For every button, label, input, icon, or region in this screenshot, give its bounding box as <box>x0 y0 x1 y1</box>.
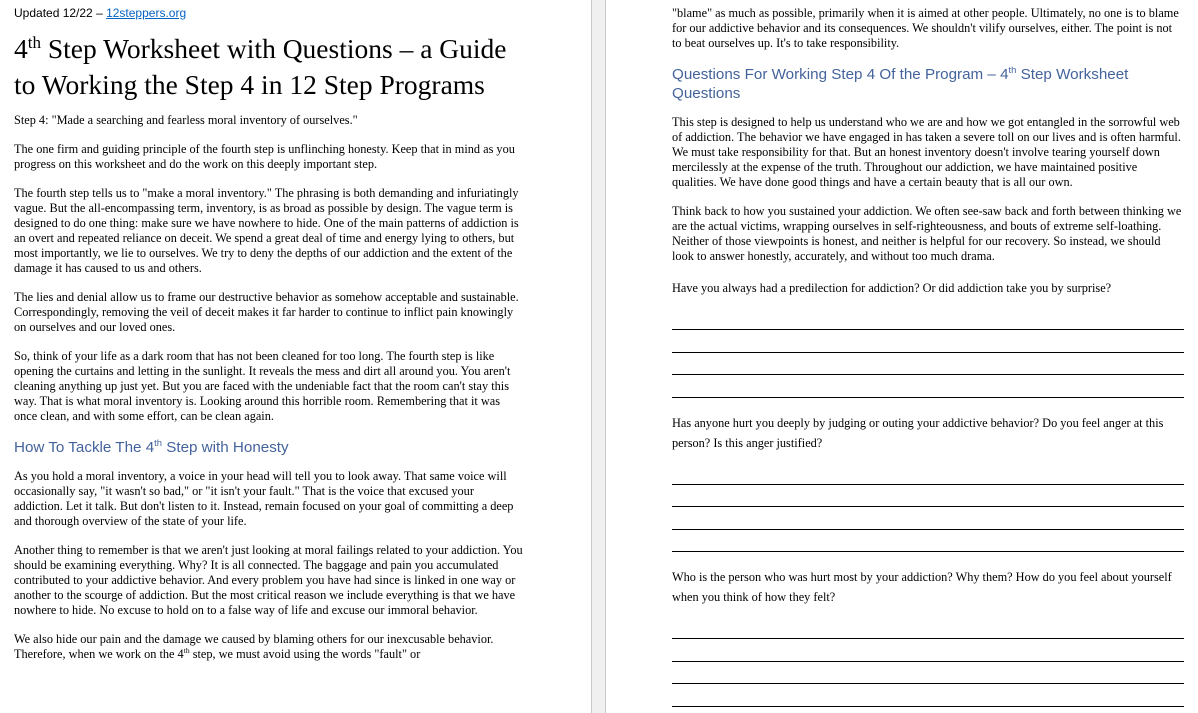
heading-pre: How To Tackle The 4 <box>14 439 155 456</box>
paragraph-principle: The one firm and guiding principle of the fourth step is unflinching honesty. Keep that in mind as you progress on this worksheet and do the work on this deeply important step. <box>14 142 515 171</box>
updated-label: Updated 12/22 – <box>14 6 107 20</box>
paragraph-blame <box>14 632 524 662</box>
question-2: Has anyone hurt you deeply by judging or outing your addictive behavior? Do you feel anger at this person? Is this anger justified? <box>672 415 1164 450</box>
paragraph-voice: As you hold a moral inventory, a voice in your head will tell you to look away. That same voice will occasionally say, "it wasn't so bad," or "it isn't your fault." That is the voice that excused your addiction. Let it talk. But don't listen to it. Instead, remain focused on your goal of committing a deep and thorough overview of the state of your life. <box>14 469 514 528</box>
paragraph-blame-pre: We also hide our pain and the damage we caused by blaming others for our inexcusable behavior. Therefore, when we work on the 4 <box>14 632 494 661</box>
answer-line <box>672 662 1184 685</box>
question-3: Who is the person who was hurt most by your addiction? Why them? How do you feel about yourself when you think of how they felt? <box>672 570 1172 604</box>
title-superscript: th <box>27 32 41 52</box>
paragraph-inventory: The fourth step tells us to "make a moral inventory." The phrasing is both demanding and infuriatingly vague. But the all-encompassing term, inventory, is as broad as possible by design. The vague term is designed to do one thing: make sure we have nowhere to hide. One of the main patterns of addiction is an overt and repeated reliance on deceit. We spend a great deal of time and energy lying to others, but most importantly, we lie to ourselves. We try to deny the depths of our addiction and the extent of the damage it has caused to us and others. <box>14 186 519 275</box>
paragraph-design: This step is designed to help us understand who we are and how we got entangled in the sorrowful web of addiction. The behavior we have engaged in has taken a severe toll on our lives and is often harmful. We must take responsibility for that. But an honest inventory doesn't involve tearing yourself down mercilessly at the expense of the truth. Throughout our addiction, we have maintained positive qualities. We have done good things and have a certain beauty that is all our own. <box>672 115 1181 189</box>
answer-line <box>672 639 1184 662</box>
paragraph-lies: The lies and denial allow us to frame our destructive behavior as somehow acceptable and sustainable. Correspondingly, removing the veil of deceit makes it far harder to continue to inflict pain knowingly on ourselves and our loved ones. <box>14 290 519 334</box>
paragraph-room: So, think of your life as a dark room that has not been cleaned for too long. The fourth step is like opening the curtains and letting in the sunlight. It reveals the mess and dirt all around you. You aren't cleaning anything up just yet. But you are faced with the undeniable fact that the room can't stay this way. That is what moral inventory is. Looking around this horrible room. Remembering that it was once clean, and with some effort, can be clean again. <box>14 349 511 423</box>
paragraph-everything: Another thing to remember is that we aren't just looking at moral failings related to your addiction. You should be examining everything. Why? It is all connected. The baggage and pain you accumulated contributed to your addictive behavior. And every problem you have had since is linked in one way or another to the scourge of addiction. But the most critical reason we include everything is that we have nowhere to hide. No excuse to hold on to a false way of life and excuse our immoral behavior. <box>14 543 523 617</box>
step-quote: Step 4: "Made a searching and fearless moral inventory of ourselves." <box>14 113 358 127</box>
answer-lines-question-2 <box>672 459 1184 553</box>
heading-questions-rest: Step Worksheet Questions <box>672 66 1129 102</box>
updated-line <box>14 6 524 21</box>
heading-how-to-tackle <box>14 438 524 457</box>
heading-questions <box>672 65 1184 103</box>
heading-rest: Step with Honesty <box>162 439 289 456</box>
paragraph-seesaw: Think back to how you sustained your addiction. We often see-saw back and forth between thinking we are the actual victims, wrapping ourselves in self-righteousness, and bouts of extreme self-loathing. Neither of those viewpoints is honest, and neither is helpful for our recovery. So instead, we should look to answer honestly, accurately, and without too much drama. <box>672 204 1182 263</box>
page-left <box>0 0 591 713</box>
answer-line <box>672 507 1184 530</box>
answer-line <box>672 684 1184 707</box>
answer-lines-question-1 <box>672 304 1184 398</box>
question-1: Have you always had a predilection for addiction? Or did addiction take you by surprise? <box>672 281 1112 295</box>
site-link[interactable]: 12steppers.org <box>106 6 187 20</box>
heading-questions-superscript: th <box>1008 63 1017 75</box>
paragraph-blame-superscript: th <box>183 645 190 655</box>
heading-questions-pre: Questions For Working Step 4 Of the Program – 4 <box>672 66 1009 83</box>
heading-superscript: th <box>154 436 162 448</box>
paragraph-blame-rest: step, we must avoid using the words "fault" or <box>189 647 421 661</box>
answer-line <box>672 353 1184 376</box>
page-gutter <box>591 0 606 713</box>
answer-line <box>672 304 1184 330</box>
answer-line <box>672 485 1184 508</box>
page-right <box>606 0 1198 713</box>
answer-line <box>672 459 1184 485</box>
document-title <box>14 31 524 103</box>
paragraph-blame-continued: "blame" as much as possible, primarily when it is aimed at other people. Ultimately, no one is to blame for our addictive behavior and its consequences. We shouldn't vilify ourselves, either. The point is not to beat ourselves up. It's to take responsibility. <box>672 6 1179 50</box>
answer-lines-question-3 <box>672 613 1184 707</box>
title-rest: Step Worksheet with Questions – a Guide to Working the Step 4 in 12 Step Programs <box>14 33 507 100</box>
answer-line <box>672 330 1184 353</box>
answer-line <box>672 530 1184 553</box>
answer-line <box>672 613 1184 639</box>
answer-line <box>672 375 1184 398</box>
title-pre: 4 <box>14 33 28 64</box>
